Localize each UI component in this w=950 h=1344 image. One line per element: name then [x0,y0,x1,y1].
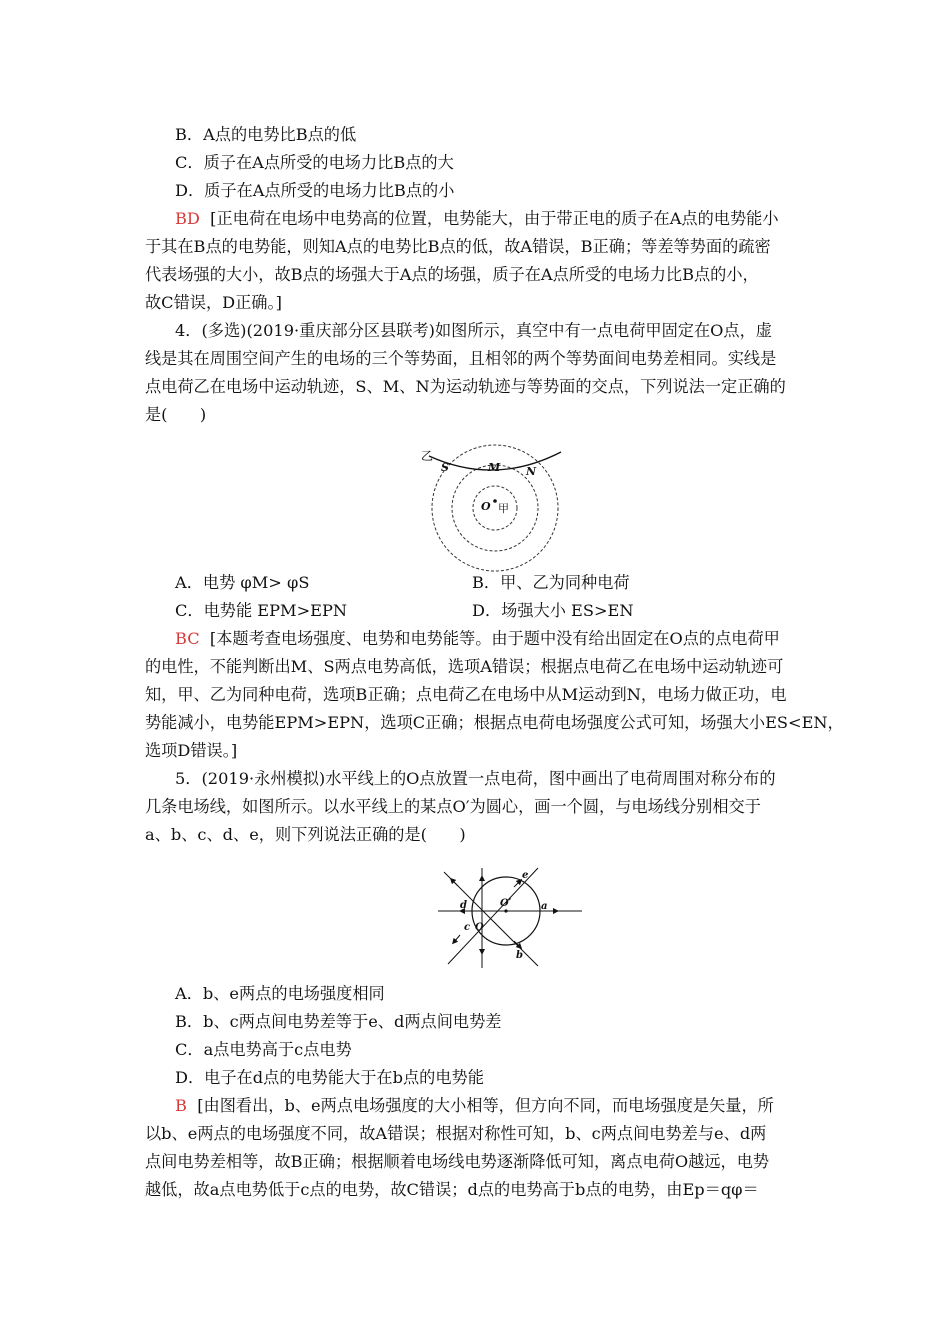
q5-stem-line-1: 5．(2019·永州模拟)水平线上的O点放置一点电荷，图中画出了电荷周围对称分布的 [175,769,776,788]
q4-label-jia: 甲 [498,502,509,515]
q5-explanation-line-1: B [由图看出，b、e两点电场强度的大小相等，但方向不同，而电场强度是矢量，所 [175,1096,774,1115]
q4-label-o: O [481,500,491,513]
q4-explanation-line-4: 势能减小，电势能EPM>EPN，选项C正确；根据点电荷电场强度公式可知，场强大小ES<EN， [145,713,844,732]
q4-label-n: N [526,465,537,478]
q5-label-e: e [522,870,529,881]
q5-label-c: c [464,922,471,933]
q5-answer: B [175,1096,187,1115]
q5-option-a: A．b、e两点的电场强度相同 [175,984,385,1003]
q4-option-d: D．场强大小 ES>EN [472,601,634,620]
q3-option-b: B．A点的电势比B点的低 [175,125,357,144]
q3-explanation-line-3: 代表场强的大小，故B点的场强大于A点的场强，质子在A点所受的电场力比B点的小， [145,265,759,284]
q5-label-o-prime: O′ [500,898,512,909]
q5-stem-line-2: 几条电场线，如图所示。以水平线上的某点O′为圆心，画一个圆，与电场线分别相交于 [145,797,761,816]
q5-option-b: B．b、c两点间电势差等于e、d两点间电势差 [175,1012,502,1031]
q4-explanation-line-1: BC [本题考查电场强度、电势和电势能等。由于题中没有给出固定在O点的点电荷甲 [175,629,780,648]
q4-stem-line-2: 线是其在周围空间产生的电场的三个等势面，且相邻的两个等势面间电势差相同。实线是 [145,349,777,368]
q4-stem-line-4: 是( ) [145,405,207,424]
q4-equipotential-figure [415,438,575,578]
q4-label-yi: 乙 [421,449,434,463]
q4-explanation-line-2: 的电性，不能判断出M、S两点电势高低，选项A错误；根据点电荷乙在电场中运动轨迹可 [145,657,784,676]
q3-option-c: C．质子在A点所受的电场力比B点的大 [175,153,454,172]
q4-explanation-line-3: 知，甲、乙为同种电荷，选项B正确；点电荷乙在电场中从M运动到N，电场力做正功，电 [145,685,787,704]
q5-explanation-line-4: 越低，故a点电势低于c点的电势，故C错误；d点的电势高于b点的电势，由Ep＝qφ＝ [145,1180,759,1199]
q3-answer: BD [175,209,200,228]
q5-explanation-line-3: 点间电势差相等，故B正确；根据顺着电场线电势逐渐降低可知，离点电荷O越远，电势 [145,1152,770,1171]
q5-explanation-line-2: 以b、e两点的电场强度不同，故A错误；根据对称性可知，b、c两点间电势差与e、d两 [145,1124,767,1143]
q5-label-o: O [475,922,484,933]
q4-stem-line-1: 4．(多选)(2019·重庆部分区县联考)如图所示，真空中有一点电荷甲固定在O点，虚 [175,321,772,340]
q4-explanation-line-5: 选项D错误。] [145,741,238,760]
q4-inner-equipotential [473,486,517,530]
q4-label-s: S [441,461,449,474]
q5-label-d: d [460,900,467,911]
q4-label-m: M [488,461,501,474]
q4-option-c: C．电势能 EPM>EPN [175,601,347,620]
q3-explanation-line-1: BD [正电荷在电场中电势高的位置，电势能大，由于带正电的质子在A点的电势能小 [175,209,779,228]
q4-option-a: A．电势 φM> φS [175,573,310,592]
q5-stem-line-3: a、b、c、d、e，则下列说法正确的是( ) [145,825,466,844]
q5-field-line-figure [430,864,590,974]
q3-explanation-line-2: 于其在B点的电势能，则知A点的电势比B点的低，故A错误，B正确；等差等势面的疏密 [145,237,771,256]
q5-diagonal-field-line-1 [444,872,538,966]
q5-label-a: a [541,901,548,912]
q4-answer: BC [175,629,200,648]
q3-option-d: D．质子在A点所受的电场力比B点的小 [175,181,455,200]
q3-explanation-line-4: 故C错误，D正确。] [145,293,282,312]
q5-label-b: b [516,950,523,961]
q4-option-b: B．甲、乙为同种电荷 [472,573,630,592]
q4-stem-line-3: 点电荷乙在电场中运动轨迹，S、M、N为运动轨迹与等势面的交点，下列说法一定正确的 [145,377,786,396]
q5-option-c: C．a点电势高于c点电势 [175,1040,352,1059]
q5-option-d: D．电子在d点的电势能大于在b点的电势能 [175,1068,484,1087]
